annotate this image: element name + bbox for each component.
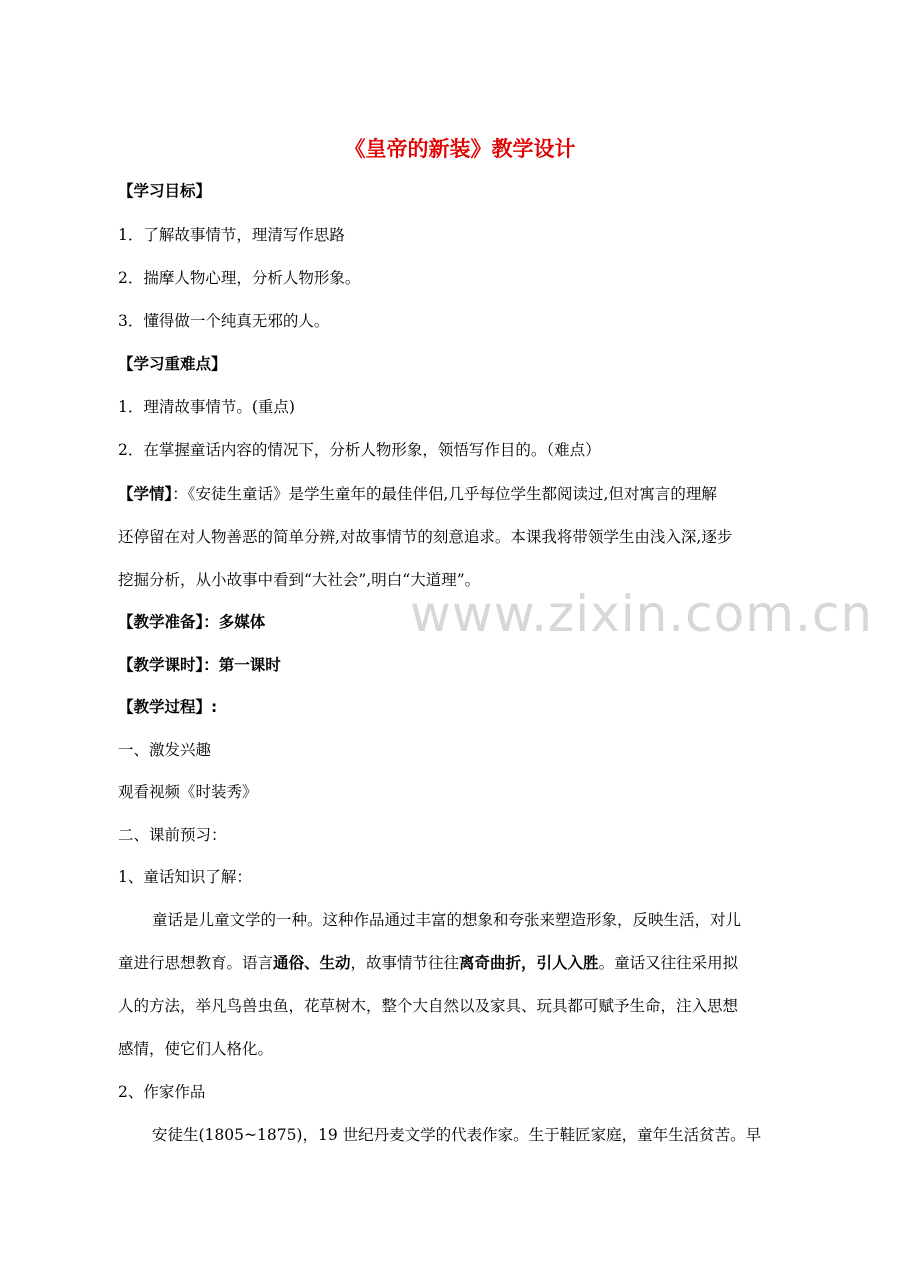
process-heading: 【教学过程】: — [118, 698, 218, 716]
hours-line: 【教学课时】：第一课时 — [118, 656, 281, 674]
learner-line-2: 还停留在对人物善恶的简单分辨,对故事情节的刻意追求。本课我将带领学生由浅入深,逐步 — [118, 528, 733, 546]
para-bold-text: 通俗、生动 — [273, 954, 351, 972]
key-point-item-1: 1．理清故事情节。(重点) — [118, 398, 295, 416]
goal-item-1: 1．了解故事情节，理清写作思路 — [118, 226, 345, 244]
document-title: 《皇帝的新装》教学设计 — [344, 137, 576, 161]
prep-line: 【教学准备】：多媒体 — [118, 613, 266, 631]
para-text: 。童话又往往采用拟 — [598, 954, 739, 972]
para-text: ，故事情节往往 — [350, 954, 460, 972]
learner-line-1 — [118, 484, 808, 504]
para-bold-text: 离奇曲折，引人入胜 — [459, 954, 599, 972]
goal-item-2: 2．揣摩人物心理，分析人物形象。 — [118, 269, 361, 287]
fairy-tale-para-line-4: 感情，使它们人格化。 — [118, 1040, 274, 1058]
key-points-heading: 【学习重难点】 — [118, 355, 227, 373]
section2-sub2: 2、作家作品 — [118, 1083, 206, 1101]
goal-item-3: 3．懂得做一个纯真无邪的人。 — [118, 312, 330, 330]
fairy-tale-para-line-3: 人的方法，举凡鸟兽虫鱼，花草树木，整个大自然以及家具、玩具都可赋予生命，注入思想 — [118, 997, 739, 1015]
goals-heading: 【学习目标】 — [118, 182, 212, 200]
section1-text: 观看视频《时装秀》 — [118, 783, 258, 801]
fairy-tale-para-line-2 — [118, 953, 808, 973]
learner-line-3: 挖掘分析，从小故事中看到“大社会”,明白“大道理”。 — [118, 571, 481, 589]
key-point-item-2: 2．在掌握童话内容的情况下，分析人物形象，领悟写作目的。（难点） — [118, 441, 601, 459]
learner-label: 【学情】 — [118, 485, 173, 503]
watermark: www.zixin.com.cn — [410, 585, 874, 643]
author-para-line-1: 安徒生(1805~1875)，19 世纪丹麦文学的代表作家。生于鞋匠家庭，童年生活贫苦。早 — [152, 1126, 762, 1144]
section2-heading: 二、课前预习： — [118, 826, 227, 844]
learner-text-1: ：《安徒生童话》是学生童年的最佳伴侣,几乎每位学生都阅读过,但对寓言的理解 — [172, 485, 717, 503]
section1-heading: 一、激发兴趣 — [118, 741, 212, 759]
fairy-tale-para-line-1: 童话是儿童文学的一种。这种作品通过丰富的想象和夸张来塑造形象，反映生活，对儿 — [152, 911, 742, 929]
section2-sub1: 1、童话知识了解： — [118, 868, 252, 886]
para-text: 童进行思想教育。语言 — [118, 954, 274, 972]
